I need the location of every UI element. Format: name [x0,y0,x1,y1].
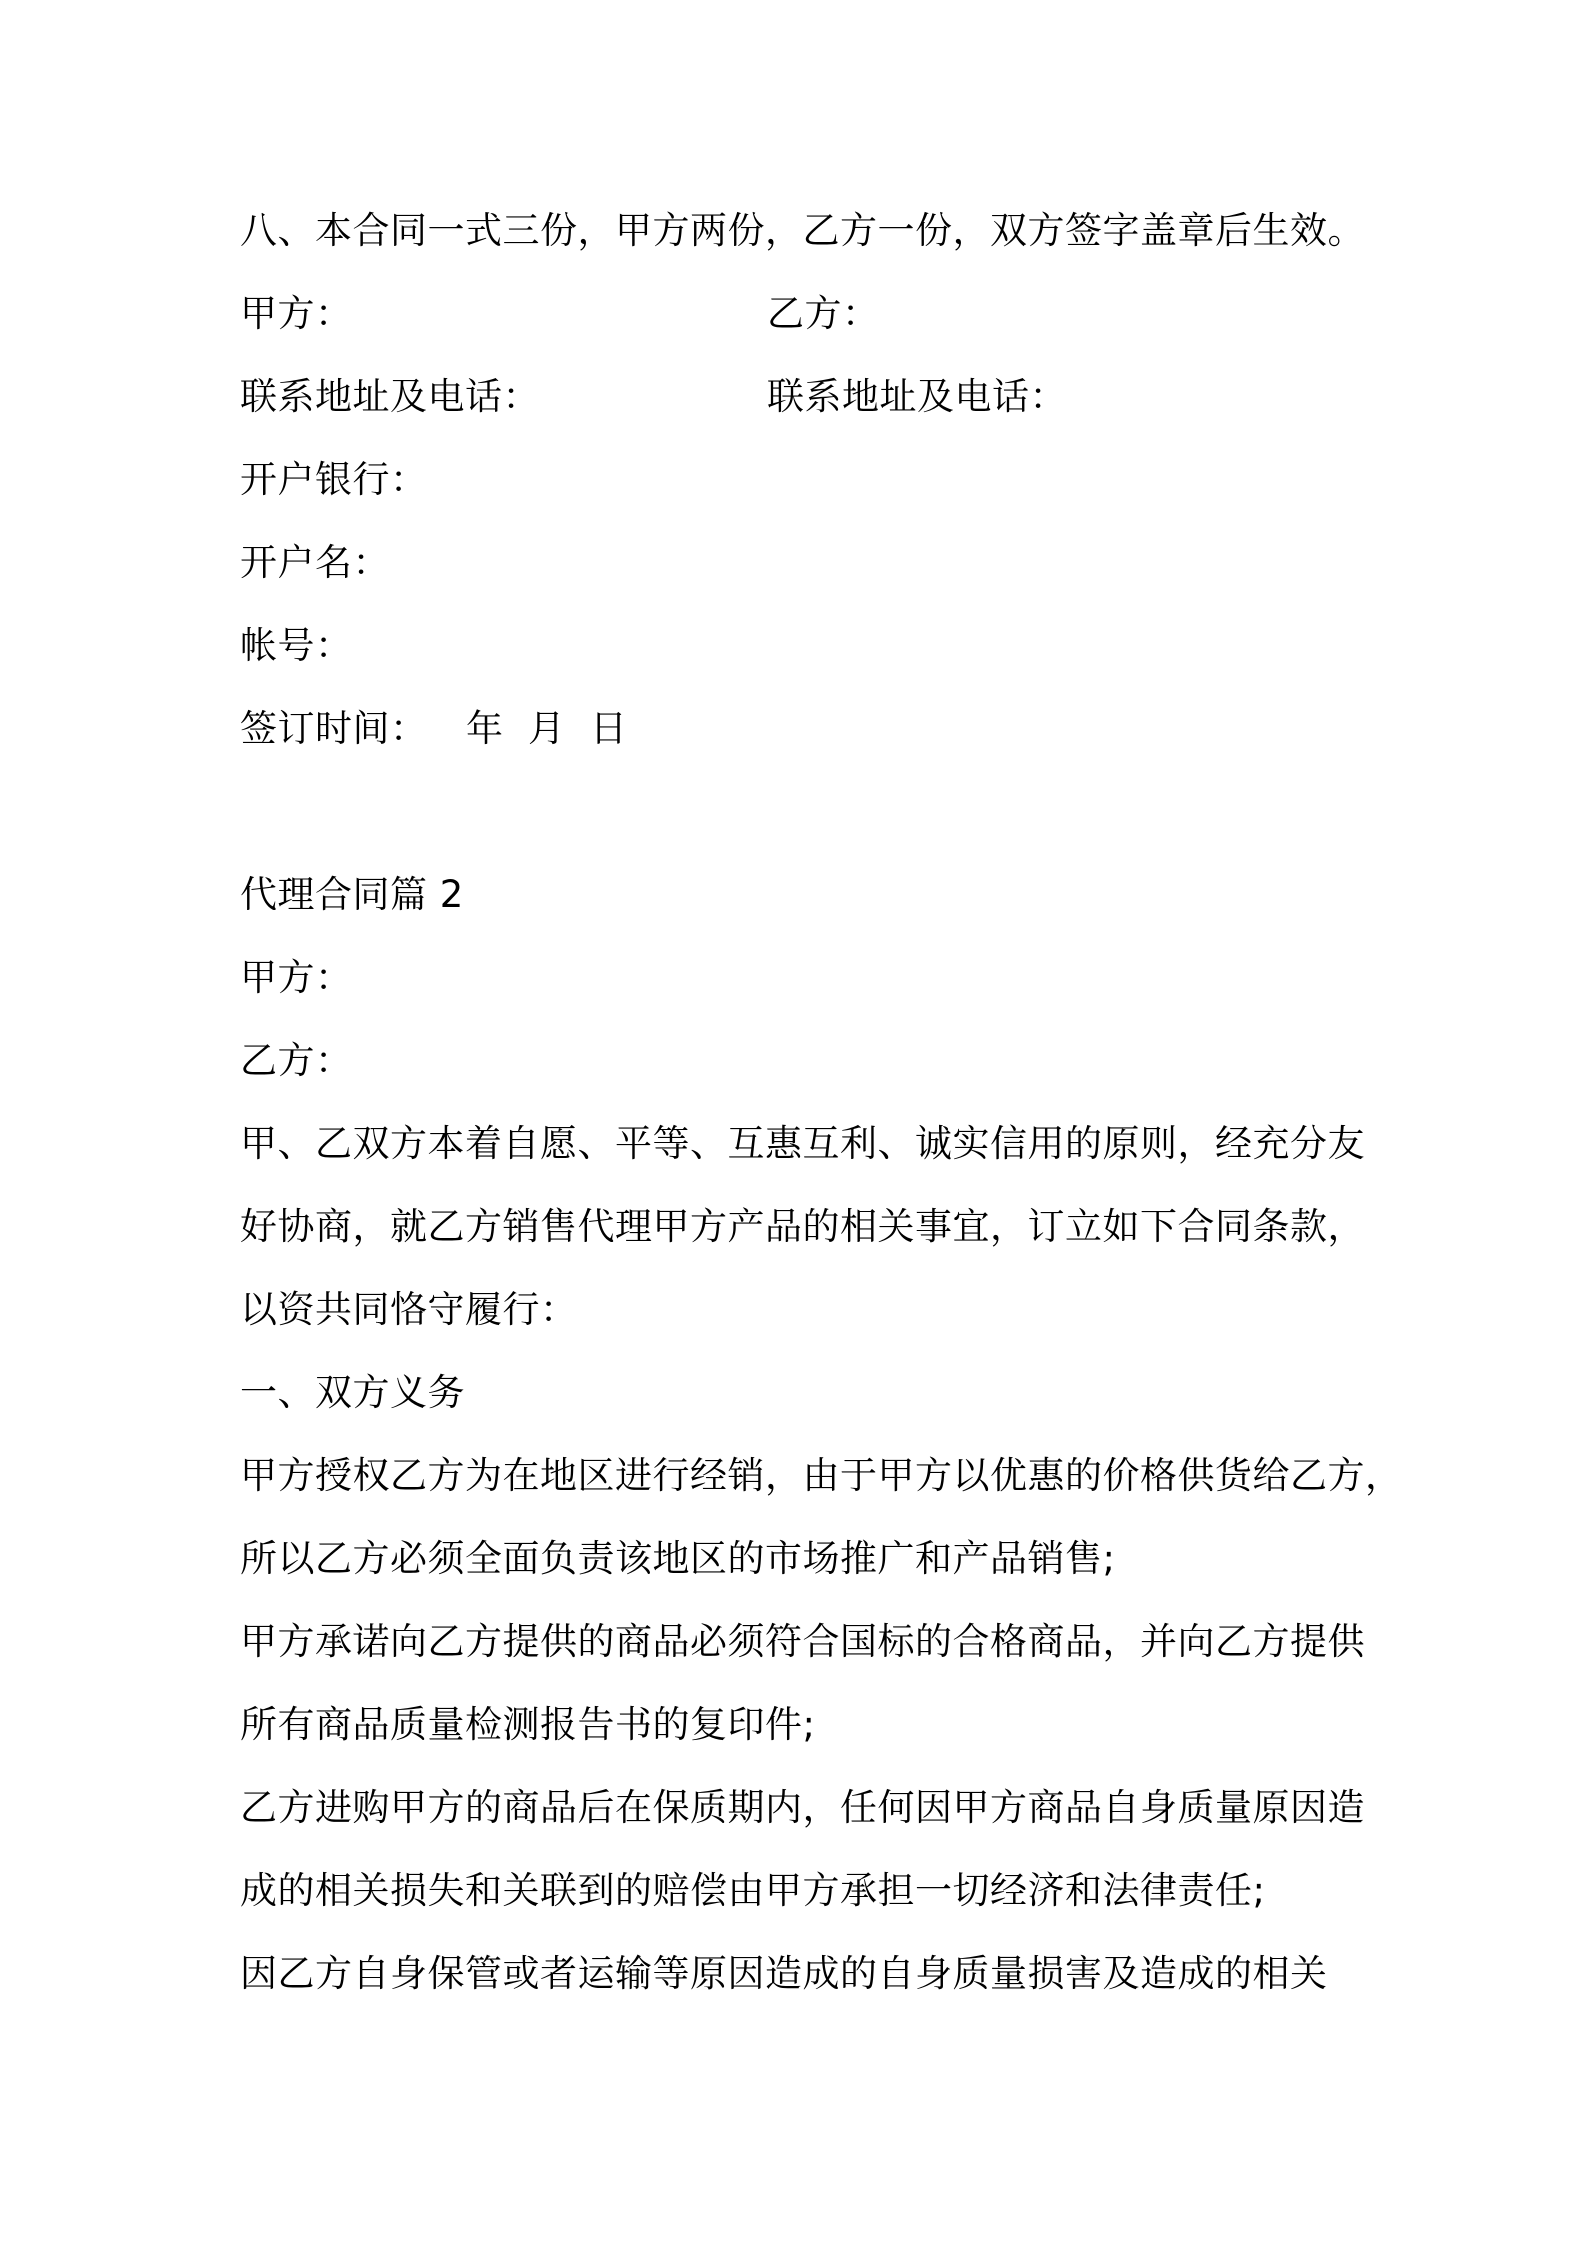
address-row [240,373,1067,421]
signature-party-row [240,290,880,338]
sign-date-row [240,705,628,753]
party-b-label-2: 乙方： [240,1039,353,1082]
intro-line-1: 甲、乙双方本着自愿、平等、互惠互利、诚实信用的原则，经充分友 [240,1122,1365,1165]
address-b-label: 联系地址及电话： [767,375,1067,418]
paragraph-3-line-1: 乙方进购甲方的商品后在保质期内，任何因甲方商品自身质量原因造 [240,1786,1365,1829]
intro-line-3: 以资共同恪守履行： [240,1288,578,1331]
section-title: 代理合同篇 2 [240,873,464,916]
clause-8-text: 八、本合同一式三份，甲方两份，乙方一份，双方签字盖章后生效。 [240,209,1365,252]
paragraph-3-line-2: 成的相关损失和关联到的赔偿由甲方承担一切经济和法律责任; [240,1869,1266,1912]
party-a-label-2: 甲方： [240,956,353,999]
paragraph-2-line-1: 甲方承诺向乙方提供的商品必须符合国标的合格商品，并向乙方提供 [240,1620,1365,1663]
heading-obligations: 一、双方义务 [240,1371,465,1414]
paragraph-1-line-1: 甲方授权乙方为在地区进行经销，由于甲方以优惠的价格供货给乙方， [240,1454,1403,1497]
party-a-label: 甲方： [240,292,353,335]
party-b-label: 乙方： [767,292,880,335]
sign-date-value: 年 月 日 [466,707,628,750]
intro-line-2: 好协商，就乙方销售代理甲方产品的相关事宜，订立如下合同条款， [240,1205,1365,1248]
account-number-label: 帐号： [240,624,353,667]
paragraph-1-line-2: 所以乙方必须全面负责该地区的市场推广和产品销售; [240,1537,1116,1580]
paragraph-2-line-2: 所有商品质量检测报告书的复印件; [240,1703,816,1746]
address-a-label: 联系地址及电话： [240,375,540,418]
paragraph-4-line-1: 因乙方自身保管或者运输等原因造成的自身质量损害及造成的相关 [240,1952,1328,1995]
bank-label: 开户银行： [240,458,428,501]
sign-date-label: 签订时间： [240,707,428,750]
account-name-label: 开户名： [240,541,390,584]
